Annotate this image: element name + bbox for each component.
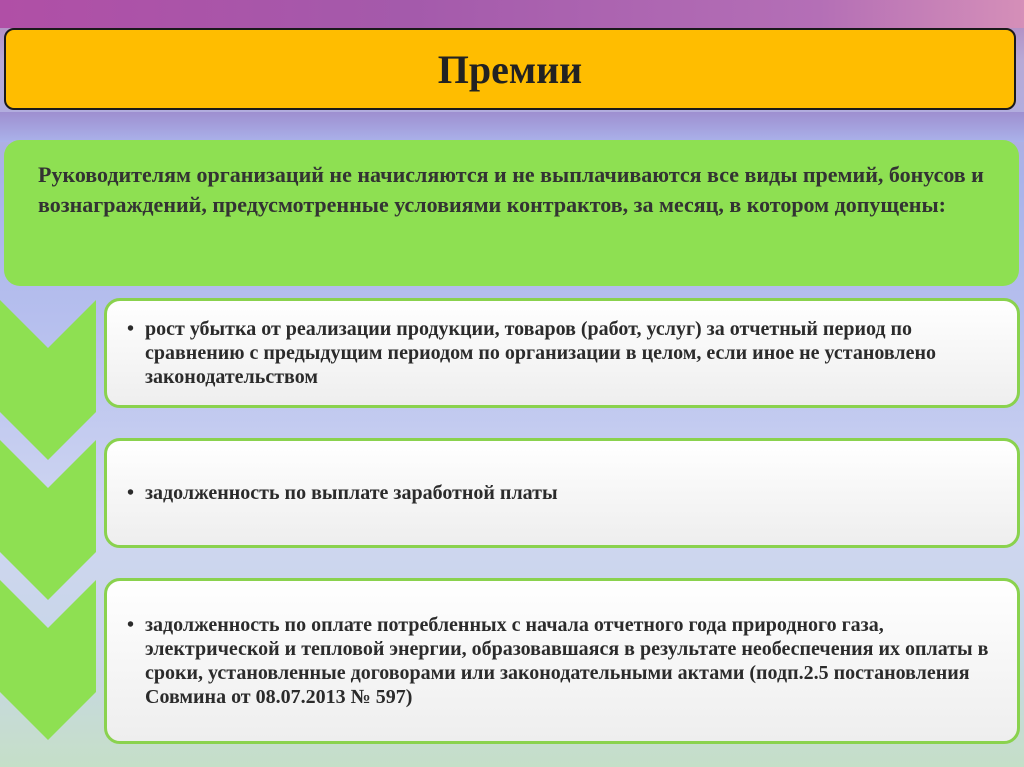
list-item: [104, 578, 1020, 744]
page-title: Премии: [437, 46, 583, 92]
list-item-text: задолженность по выплате заработной платы: [145, 482, 558, 504]
chevron-arrow-3: [0, 580, 120, 740]
chevron-arrow-1: [0, 300, 120, 460]
list-item-text: рост убытка от реализации продукции, товаров (работ, услуг) за отчетный период по сравнению с предыдущим периодом по организации в целом, если иное не установлено законодательством: [145, 318, 937, 388]
list-item: [104, 298, 1020, 408]
sub-decor-band: [0, 112, 1024, 142]
bullet-icon: •: [127, 482, 135, 504]
bullet-icon: •: [127, 318, 135, 340]
intro-panel: [4, 140, 1019, 286]
top-decor-band: [0, 0, 1024, 28]
chevron-arrow-2: [0, 440, 120, 600]
intro-text: Руководителям организаций не начисляются и не выплачиваются все виды премий, бонусов и вознаграждений, предусмотренные условиями контрактов, за месяц, в котором допущены:: [38, 162, 984, 217]
bullet-icon: •: [127, 614, 135, 636]
list-item: [104, 438, 1020, 548]
title-banner: [4, 28, 1016, 110]
list-item-text: задолженность по оплате потребленных с начала отчетного года природного газа, электрической и тепловой энергии, образовавшаяся в результате необеспечения их оплаты в сроки, установленные договорами или законодательными актами (подп.2.5 постановления Совмина от 08.07.2013 № 597): [145, 614, 989, 708]
